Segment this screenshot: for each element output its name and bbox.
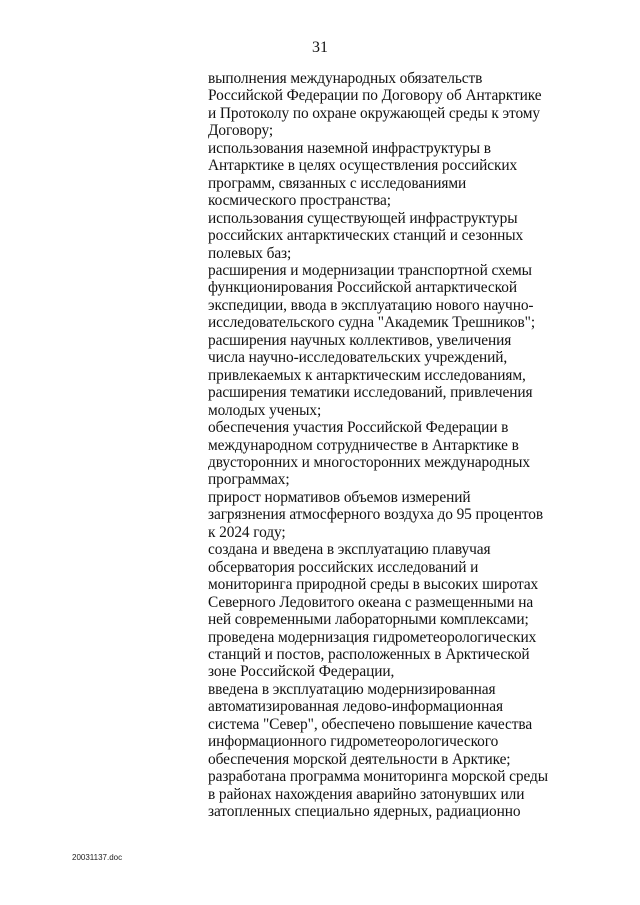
text-line: загрязнения атмосферного воздуха до 95 процентов bbox=[208, 506, 544, 524]
text-line: расширения и модернизации транспортной схемы bbox=[208, 261, 532, 279]
text-line: выполнения международных обязательств bbox=[208, 70, 483, 87]
text-line: и Протоколу по охране окружающей среды к этому bbox=[208, 104, 540, 122]
text-line: исследовательского судна "Академик Трешников"; bbox=[208, 314, 535, 332]
text-line: система "Север", обеспечено повышение качества bbox=[208, 715, 533, 733]
text-line: использования существующей инфраструктуры bbox=[208, 209, 518, 227]
text-line: автоматизированная ледово-информационная bbox=[208, 698, 503, 716]
text-line: функционирования Российской антарктической bbox=[208, 279, 517, 297]
text-line: мониторинга природной среды в высоких широтах bbox=[208, 576, 539, 594]
footer-doc-id: 20031137.doc bbox=[72, 853, 123, 862]
text-line: космического пространства; bbox=[208, 192, 391, 210]
text-line: затопленных специально ядерных, радиационно bbox=[208, 803, 521, 821]
text-line: расширения тематики исследований, привлечения bbox=[208, 384, 533, 402]
text-line: обеспечения морской деятельности в Арктике; bbox=[208, 750, 511, 768]
text-line: к 2024 году; bbox=[208, 523, 286, 541]
text-line: разработана программа мониторинга морской среды bbox=[208, 768, 548, 786]
text-line: информационного гидрометеорологического bbox=[208, 733, 499, 751]
text-line: введена в эксплуатацию модернизированная bbox=[208, 680, 496, 698]
text-line: программ, связанных с исследованиями bbox=[208, 174, 467, 192]
text-line: расширения научных коллективов, увеличения bbox=[208, 331, 512, 349]
page-number: 31 bbox=[312, 39, 328, 56]
text-line: российских антарктических станций и сезонных bbox=[208, 227, 524, 245]
text-line: использования наземной инфраструктуры в bbox=[208, 139, 491, 157]
text-line: Антарктике в целях осуществления российских bbox=[208, 157, 518, 175]
document-body bbox=[208, 70, 568, 820]
text-line: молодых ученых; bbox=[208, 401, 322, 419]
text-line: числа научно-исследовательских учреждений, bbox=[208, 349, 508, 367]
text-line: прирост нормативов объемов измерений bbox=[208, 488, 471, 506]
text-line: станций и постов, расположенных в Арктической bbox=[208, 645, 530, 663]
text-line: программах; bbox=[208, 471, 290, 489]
text-line: ней современными лабораторными комплексами; bbox=[208, 611, 529, 629]
text-line: Договору; bbox=[208, 122, 274, 140]
text-line: международном сотрудничестве в Антарктике в bbox=[208, 436, 519, 454]
text-line: экспедиции, ввода в эксплуатацию нового научно- bbox=[208, 296, 534, 314]
text-line: Российской Федерации по Договору об Антарктике bbox=[208, 87, 542, 105]
text-line: полевых баз; bbox=[208, 244, 292, 262]
text-line: создана и введена в эксплуатацию плавучая bbox=[208, 541, 491, 559]
text-line: в районах нахождения аварийно затонувших или bbox=[208, 785, 525, 803]
text-line: проведена модернизация гидрометеорологических bbox=[208, 628, 537, 646]
text-line: привлекаемых к антарктическим исследованиям, bbox=[208, 366, 526, 384]
text-line: обеспечения участия Российской Федерации в bbox=[208, 419, 509, 437]
text-line: двусторонних и многосторонних международных bbox=[208, 453, 530, 471]
text-line: зоне Российской Федерации, bbox=[208, 663, 395, 681]
text-line: Северного Ледовитого океана с размещенными на bbox=[208, 593, 534, 611]
text-line: обсерватория российских исследований и bbox=[208, 558, 479, 576]
